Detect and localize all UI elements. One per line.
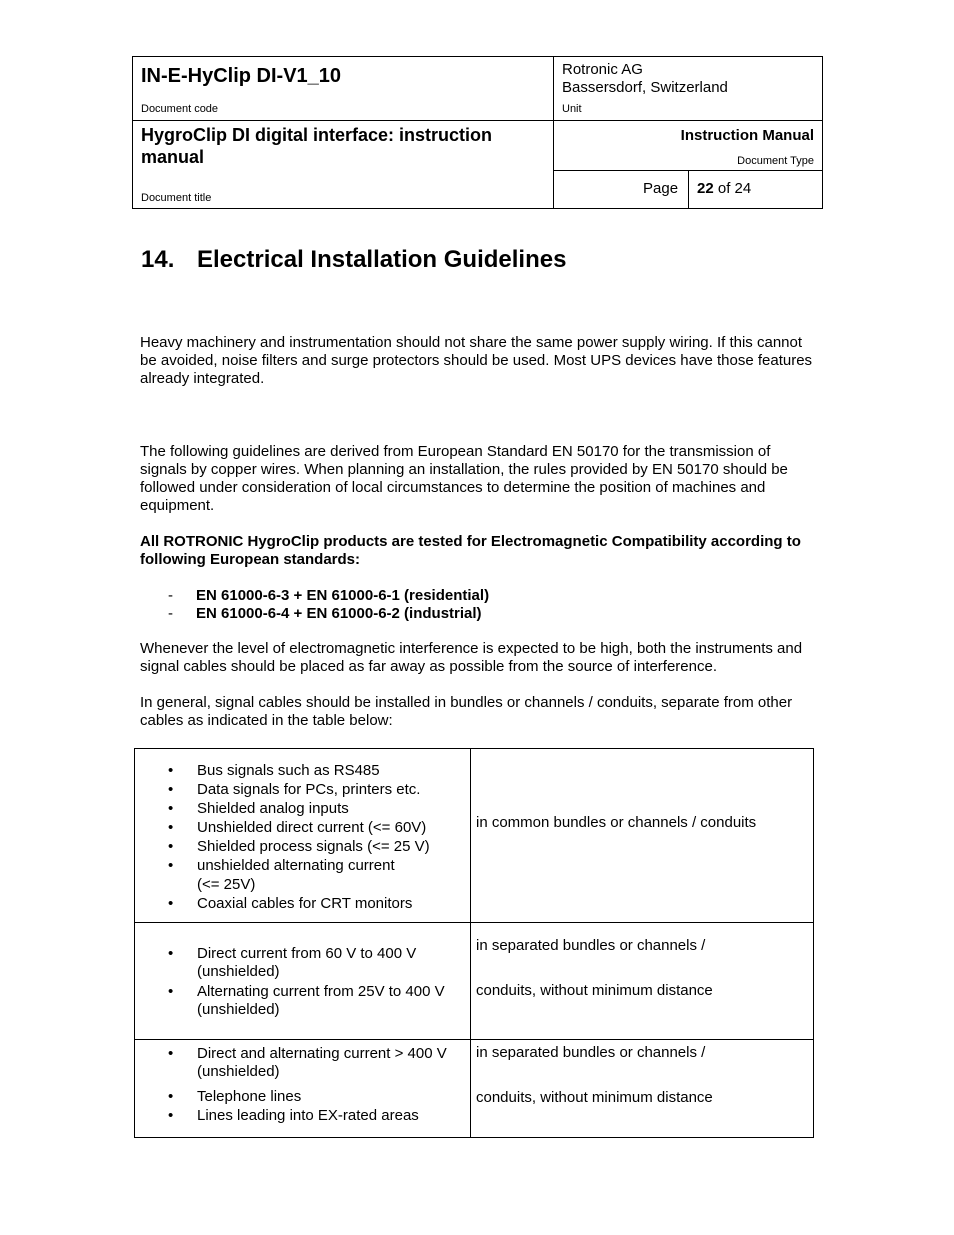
company-info (562, 61, 728, 97)
paragraph-power-supply: Heavy machinery and instrumentation should not share the same power supply wiring. If this cannot be avoided, noise filters and surge protectors should be used. Most UPS devices have those features already integrated. (140, 334, 813, 387)
document-type: Instruction Manual (680, 127, 814, 144)
cable-list-row-3 (168, 1045, 447, 1125)
list-item: • Coaxial cables for CRT monitors (168, 895, 413, 912)
page-number (697, 180, 751, 197)
document-code-label: Document code (141, 103, 219, 115)
paragraph-interference: Whenever the level of electromagnetic interference is expected to be high, both the instruments and signal cables should be placed as far away as possible from the source of interference. (140, 640, 803, 675)
page-label: Page (643, 180, 679, 197)
section-number: 14. (141, 246, 175, 273)
paragraph-en50170: The following guidelines are derived from European Standard EN 50170 for the transmission of signals by copper wires. When planning an installation, the rules provided by EN 50170 should be followed under consideration of local circumstances to determine the position of machines and equipment. (140, 443, 788, 514)
document-title-label: Document title (141, 192, 212, 204)
unit-label: Unit (562, 103, 582, 115)
document-title: HygroClip DI digital interface: instruction manual (141, 125, 493, 167)
table-row-divider-2 (135, 1039, 813, 1040)
list-item: • Direct current from 60 V to 400 V (unshielded) (168, 945, 417, 980)
list-item: • Direct and alternating current > 400 V (unshielded) (168, 1045, 447, 1080)
list-item: • Bus signals such as RS485 (168, 762, 380, 779)
paragraph-emc-statement: All ROTRONIC HygroClip products are tested for Electromagnetic Compatibility according to following European standards: (140, 533, 801, 568)
paragraph-cable-bundles: In general, signal cables should be installed in bundles or channels / conduits, separate from other cables as indicated in the table below: (140, 694, 793, 729)
list-item: • Shielded process signals (<= 25 V) (168, 838, 430, 855)
list-item: • Unshielded direct current (<= 60V) (168, 819, 427, 836)
header-divider-vertical (553, 57, 554, 208)
rule-row-2-line-1: in separated bundles or channels / (476, 937, 706, 954)
rule-row-3-line-2: conduits, without minimum distance (476, 1089, 713, 1106)
cable-list-row-1 (168, 761, 430, 913)
cable-list-row-2 (168, 945, 445, 1019)
standards-list (168, 587, 489, 623)
rule-row-3-line-1: in separated bundles or channels / (476, 1044, 706, 1061)
page-current: 22 (697, 180, 714, 197)
rule-row-1: in common bundles or channels / conduits (476, 814, 757, 831)
list-item: • unshielded alternating current (<= 25V) (168, 857, 395, 893)
standards-list-item: - EN 61000-6-3 + EN 61000-6-1 (residential) (168, 587, 490, 604)
standards-list-item: - EN 61000-6-4 + EN 61000-6-2 (industrial) (168, 605, 482, 622)
section-heading (141, 246, 566, 274)
document-code: IN-E-HyClip DI-V1_10 (141, 65, 342, 87)
cable-separation-table (134, 748, 814, 1138)
list-item: • Telephone lines (168, 1088, 302, 1105)
page-total: of 24 (713, 180, 752, 197)
rule-row-2-line-2: conduits, without minimum distance (476, 982, 713, 999)
header-divider-left (133, 120, 554, 121)
company-name: Rotronic AG (562, 61, 643, 78)
list-item: • Lines leading into EX-rated areas (168, 1107, 419, 1124)
document-type-label: Document Type (737, 155, 814, 167)
header-divider-right-1 (554, 120, 822, 121)
list-item: • Data signals for PCs, printers etc. (168, 781, 421, 798)
company-location: Bassersdorf, Switzerland (562, 79, 728, 96)
section-title: Electrical Installation Guidelines (197, 246, 567, 273)
header-page-divider (688, 171, 689, 208)
table-column-divider (470, 749, 471, 1137)
list-item: • Shielded analog inputs (168, 800, 349, 817)
table-row-divider-1 (135, 922, 813, 923)
list-item: • Alternating current from 25V to 400 V (unshielded) (168, 983, 445, 1018)
document-header-table (132, 56, 823, 209)
